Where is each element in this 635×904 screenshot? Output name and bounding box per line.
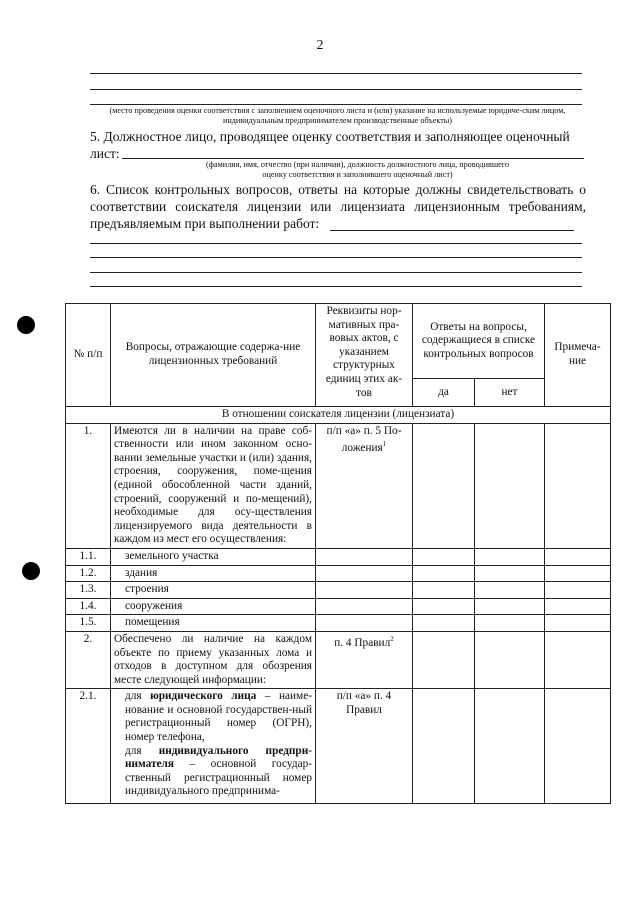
header-answers: Ответы на вопросы, содержащиеся в списке контрольных вопросов [413, 304, 545, 379]
row-num: 1. [66, 423, 111, 548]
note-cell[interactable] [545, 615, 611, 632]
row-num: 1.2. [66, 565, 111, 582]
answer-no-cell[interactable] [475, 423, 545, 548]
header-note: Примеча-ние [545, 304, 611, 407]
answer-yes-cell[interactable] [413, 548, 475, 565]
row-question: строения [111, 582, 316, 599]
note-cell[interactable] [545, 631, 611, 688]
answer-yes-cell[interactable] [413, 615, 475, 632]
section-title: В отношении соискателя лицензии (лицензиата) [66, 407, 611, 424]
blank-line [90, 73, 582, 74]
header-num: № п/п [66, 304, 111, 407]
page-number: 2 [316, 38, 324, 53]
note-cell[interactable] [545, 582, 611, 599]
official-caption: (фамилия, имя, отчество (при наличии), должность должностного лица, проводившего оценку соответствия и заполнявшего оценочный лист) [205, 160, 510, 179]
table-row [66, 423, 611, 548]
table-row [66, 565, 611, 582]
row-num: 2. [66, 631, 111, 688]
answer-no-cell[interactable] [475, 598, 545, 615]
note-cell[interactable] [545, 423, 611, 548]
blank-line [90, 243, 582, 244]
row-num: 1.4. [66, 598, 111, 615]
table-row [66, 631, 611, 688]
row-question: сооружения [111, 598, 316, 615]
note-cell[interactable] [545, 548, 611, 565]
table-row [66, 582, 611, 599]
answer-no-cell[interactable] [475, 631, 545, 688]
answer-yes-cell[interactable] [413, 565, 475, 582]
answer-yes-cell[interactable] [413, 423, 475, 548]
answer-yes-cell[interactable] [413, 598, 475, 615]
row-requisites: п. 4 Правил$^2$ [316, 631, 413, 688]
row-question: Обеспечено ли наличие на каждом объекте по приему указанных лома и отходов в доступном для обозрения месте следующей информации: [111, 631, 316, 688]
answer-yes-cell[interactable] [413, 689, 475, 804]
header-question: Вопросы, отражающие содержа-ние лицензионных требований [111, 304, 316, 407]
checklist-table [65, 303, 611, 804]
header-requisites: Реквизиты нор-мативных пра-вовых актов, с указанием структурных единиц этих ак-тов [316, 304, 413, 407]
item5-line1: 5. Должностное лицо, проводящее оценку соответствия и заполняющее оценочный [90, 129, 570, 144]
table-row [66, 598, 611, 615]
blank-line [90, 104, 582, 105]
row-question: здания [111, 565, 316, 582]
place-caption: (место проведения оценки соответствия с заполнением оценочного листа и (или) указание на используемые юридиче-ским лицом, индивидуальным предпринимателем производственные объекты) [109, 106, 566, 125]
table-row [66, 615, 611, 632]
blank-line [90, 257, 582, 258]
answer-no-cell[interactable] [475, 565, 545, 582]
answer-yes-cell[interactable] [413, 631, 475, 688]
answer-yes-cell[interactable] [413, 582, 475, 599]
answer-no-cell[interactable] [475, 582, 545, 599]
row-question: Имеются ли в наличии на праве соб-ственности или ином законном осно-вании земельные участки и (или) здания, строения, сооружения, поме-щения (единой обособленной части зданий, строений, сооружений и по-мещений), необходимые для осу-ществления лицензируемого вида деятельности в каждом из мест его осуществления: [111, 423, 316, 548]
row-num: 1.5. [66, 615, 111, 632]
header-yes: да [413, 379, 475, 407]
item5-line2: лист: [90, 146, 120, 161]
row-question: земельного участка [111, 548, 316, 565]
punch-hole [17, 316, 35, 334]
row-num: 1.3. [66, 582, 111, 599]
header-no: нет [475, 379, 545, 407]
note-cell[interactable] [545, 598, 611, 615]
blank-line [90, 286, 582, 287]
blank-line [122, 158, 584, 159]
table-row [66, 548, 611, 565]
blank-line [90, 89, 582, 90]
punch-hole [22, 562, 40, 580]
answer-no-cell[interactable] [475, 548, 545, 565]
table-row [66, 689, 611, 804]
row-question: помещения [111, 615, 316, 632]
note-cell[interactable] [545, 565, 611, 582]
blank-line [90, 272, 582, 273]
note-cell[interactable] [545, 689, 611, 804]
row-question: для юридического лица – наиме-нование и основной государствен-ный регистрационный номер (ОГРН), номер телефона, для индивидуального предпри-нимателя – основной государ-ственный регистрационный номер индивидуального предпринима- [111, 689, 316, 804]
blank-line [330, 230, 574, 231]
row-num: 2.1. [66, 689, 111, 804]
answer-no-cell[interactable] [475, 689, 545, 804]
row-requisites: п/п «а» п. 4 Правил [316, 689, 413, 804]
row-num: 1.1. [66, 548, 111, 565]
row-requisites: п/п «а» п. 5 По-ложения$^1$ [316, 423, 413, 548]
item6-text: 6. Список контрольных вопросов, ответы на которые должны свидетельствовать о соответствии соискателя лицензии или лицензиата лицензионным требованиям, предъявляемым при выполнении работ: [90, 182, 586, 231]
answer-no-cell[interactable] [475, 615, 545, 632]
